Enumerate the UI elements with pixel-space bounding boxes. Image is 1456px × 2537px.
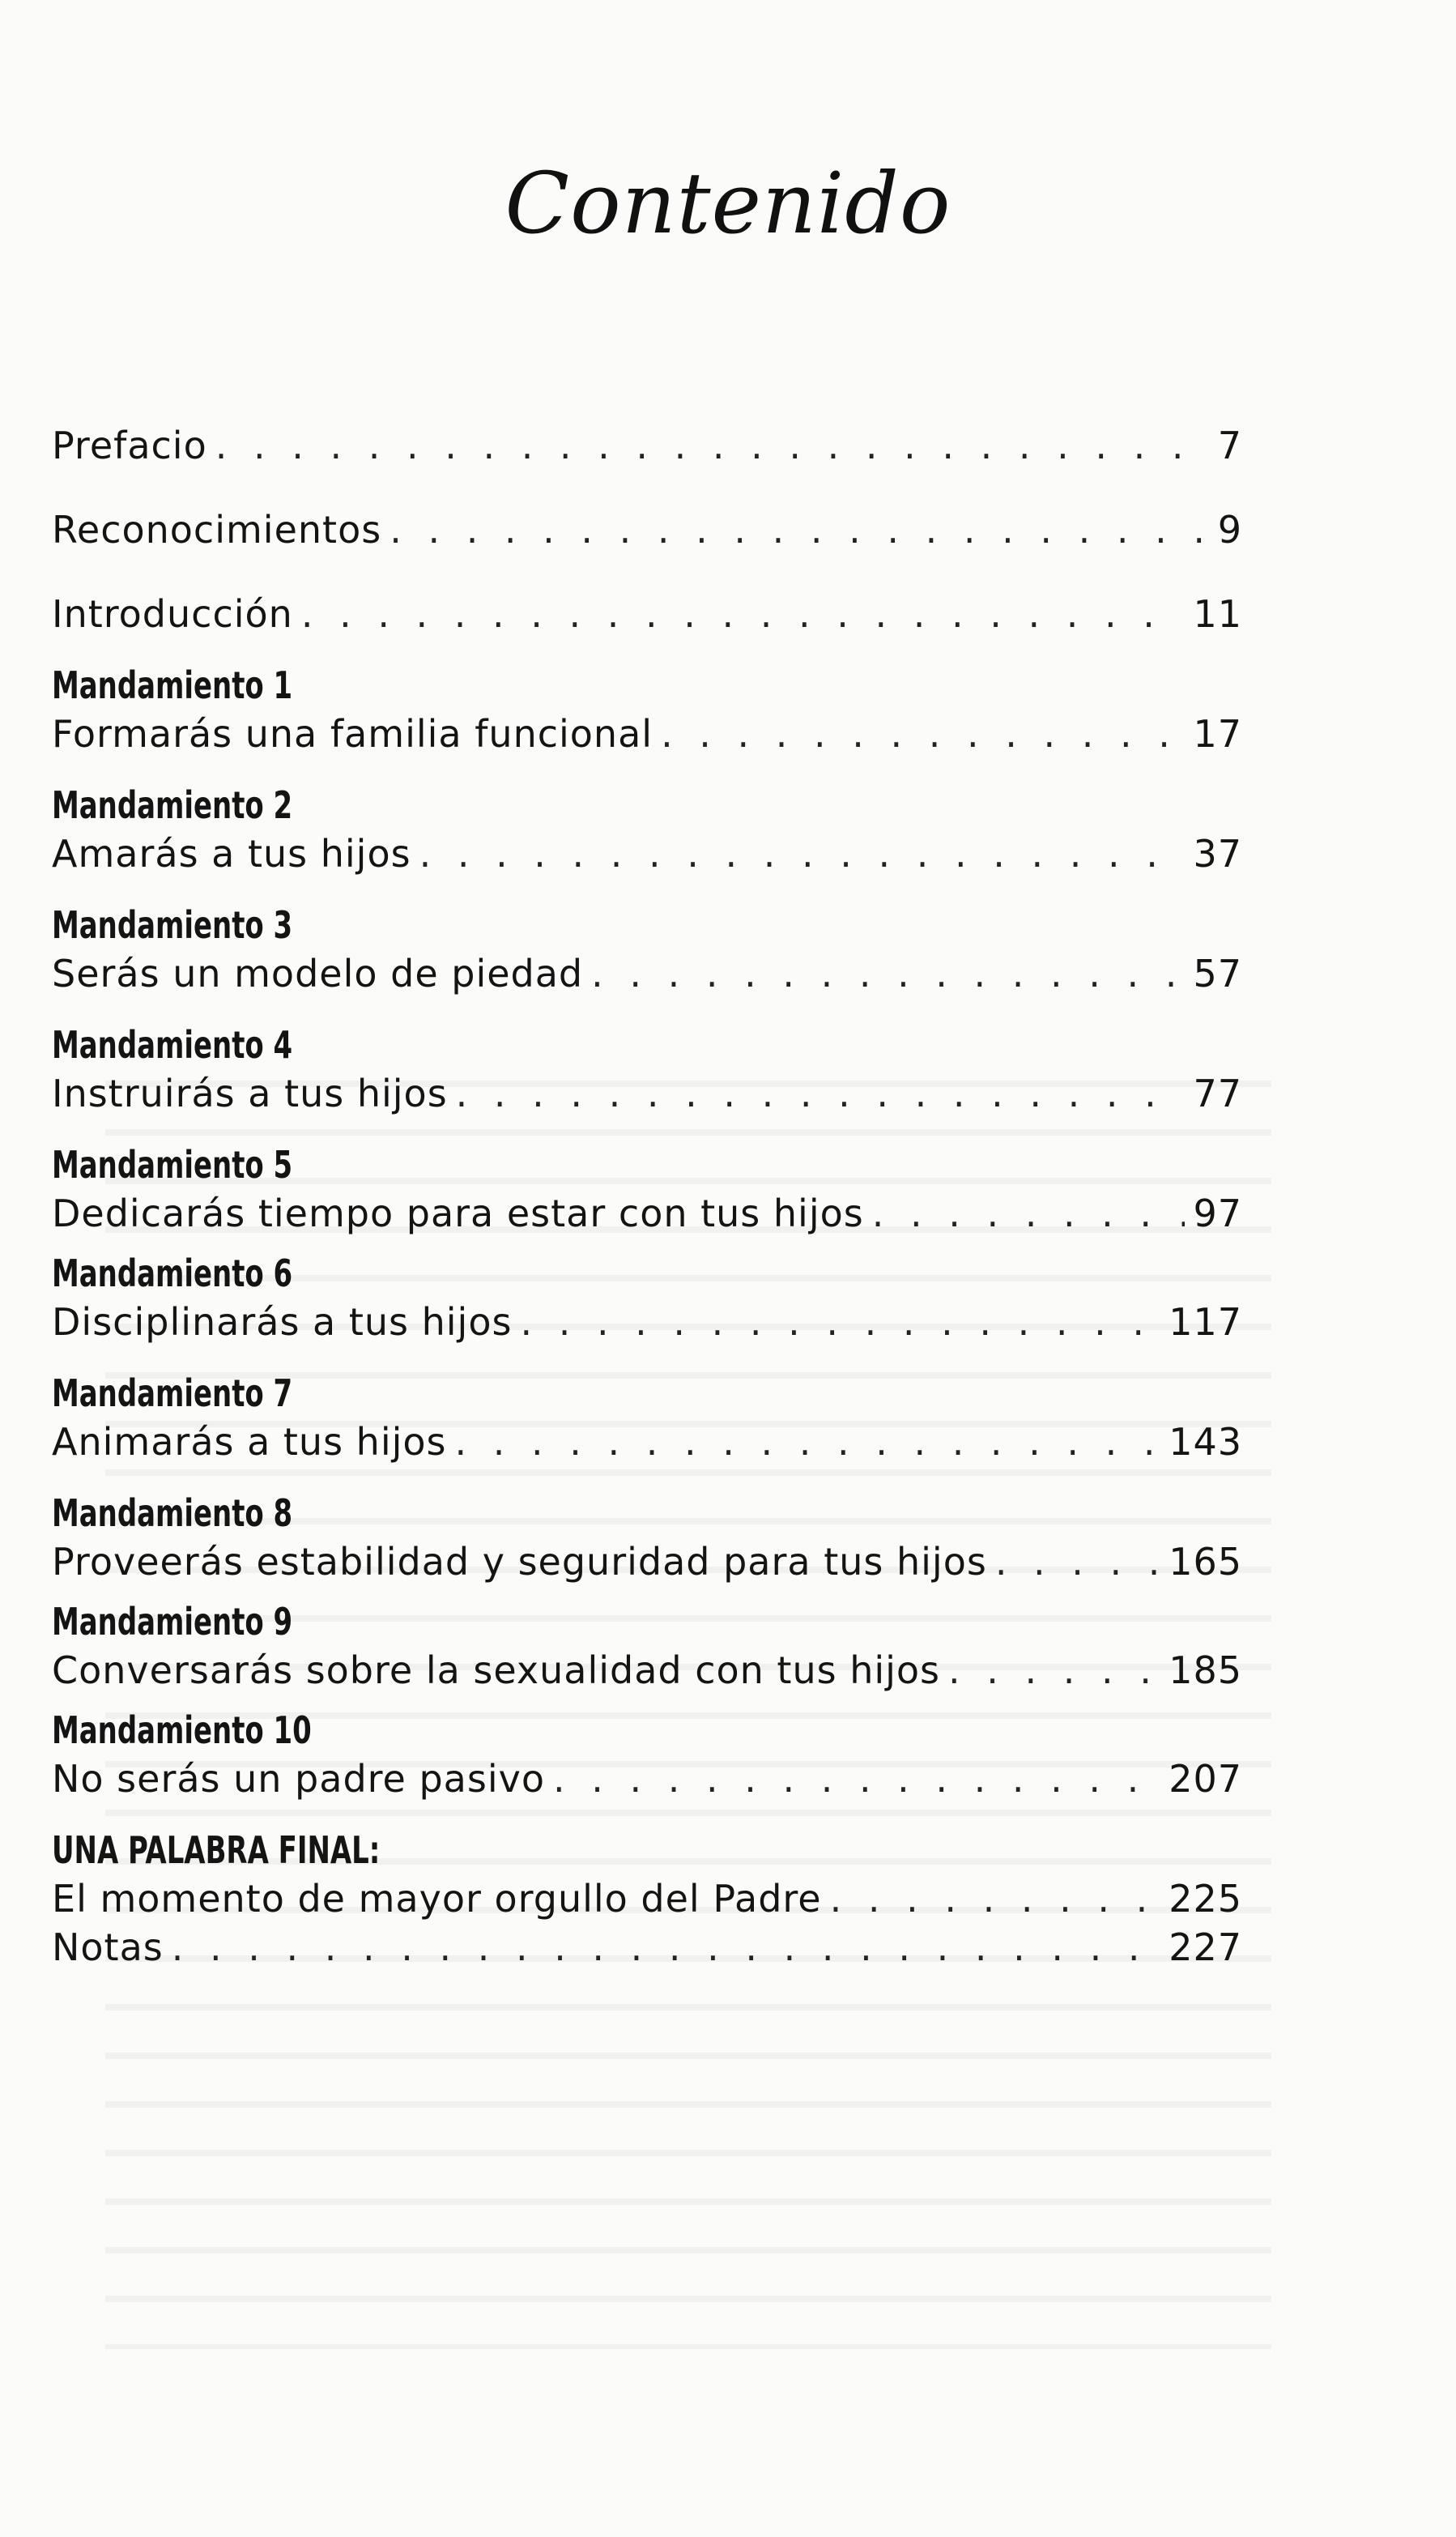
toc-label: Prefacio [52,424,207,467]
toc-page-number: 17 [1193,712,1242,756]
page-title: Contenido [504,154,952,253]
toc-page-number: 37 [1193,832,1242,876]
toc-entry-reconocimientos [52,505,1242,554]
section-heading: Mandamiento 3 [52,903,293,947]
section-heading: UNA PALABRA FINAL: [52,1828,381,1872]
dot-leader [301,590,1186,638]
dot-leader [390,505,1210,554]
toc-page-number: 225 [1169,1877,1242,1921]
toc-entry-mandamiento-7 [52,1418,1242,1466]
dot-leader [520,1298,1160,1346]
toc-page-number: 143 [1169,1420,1242,1464]
section-heading: Mandamiento 8 [52,1491,293,1535]
dot-leader [456,1069,1186,1118]
toc-label: Proveerás estabilidad y seguridad para tus hijos [52,1540,987,1584]
toc-entry-mandamiento-3 [52,949,1242,998]
toc-entry-introduccion [52,590,1242,638]
toc-page-number: 165 [1169,1540,1242,1584]
toc-page-number: 9 [1217,508,1242,552]
toc-entry-notas [52,1923,1242,1972]
toc-page-number: 11 [1193,592,1242,636]
toc-entry-mandamiento-6 [52,1298,1242,1346]
toc-entry-mandamiento-4 [52,1069,1242,1118]
toc-label: Notas [52,1925,164,1969]
dot-leader [215,421,1210,470]
toc-entry-mandamiento-5 [52,1189,1242,1238]
toc-label: Amarás a tus hijos [52,832,411,876]
toc-entry-mandamiento-1 [52,710,1242,758]
section-heading: Mandamiento 6 [52,1251,293,1295]
toc-label: Formarás una familia funcional [52,712,653,756]
toc-page-number: 185 [1169,1648,1242,1692]
toc-page-number: 77 [1193,1072,1242,1115]
table-of-contents [52,421,1242,1972]
toc-label: No serás un padre pasivo [52,1757,545,1801]
toc-entry-mandamiento-9 [52,1646,1242,1695]
dot-leader [995,1537,1160,1586]
section-heading: Mandamiento 7 [52,1371,293,1415]
toc-entry-mandamiento-10 [52,1755,1242,1803]
toc-label: Introducción [52,592,293,636]
toc-entry-mandamiento-2 [52,829,1242,878]
dot-leader [455,1418,1161,1466]
dot-leader [872,1189,1186,1238]
section-heading: Mandamiento 10 [52,1708,312,1752]
toc-page-number: 57 [1193,952,1242,996]
toc-label: Conversarás sobre la sexualidad con tus hijos [52,1648,941,1692]
dot-leader [591,949,1185,998]
dot-leader [661,710,1185,758]
toc-page-number: 117 [1169,1300,1242,1344]
toc-label: El momento de mayor orgullo del Padre [52,1877,822,1921]
section-heading: Mandamiento 4 [52,1023,293,1067]
toc-page-number: 97 [1193,1192,1242,1235]
toc-entry-palabra-final [52,1874,1242,1923]
toc-label: Instruirás a tus hijos [52,1072,448,1115]
toc-entry-mandamiento-8 [52,1537,1242,1586]
dot-leader [419,829,1186,878]
toc-label: Serás un modelo de piedad [52,952,584,996]
toc-page-number: 7 [1217,424,1242,467]
toc-label: Dedicarás tiempo para estar con tus hijos [52,1192,864,1235]
section-heading: Mandamiento 1 [52,663,293,707]
dot-leader [553,1755,1160,1803]
toc-label: Reconocimientos [52,508,382,552]
dot-leader [830,1874,1161,1923]
dot-leader [948,1646,1160,1695]
toc-entry-prefacio [52,421,1242,470]
toc-label: Animarás a tus hijos [52,1420,447,1464]
toc-page-number: 227 [1169,1925,1242,1969]
dot-leader [172,1923,1160,1972]
section-heading: Mandamiento 5 [52,1143,293,1187]
section-heading: Mandamiento 2 [52,783,293,827]
toc-page-number: 207 [1169,1757,1242,1801]
toc-label: Disciplinarás a tus hijos [52,1300,513,1344]
section-heading: Mandamiento 9 [52,1600,293,1644]
